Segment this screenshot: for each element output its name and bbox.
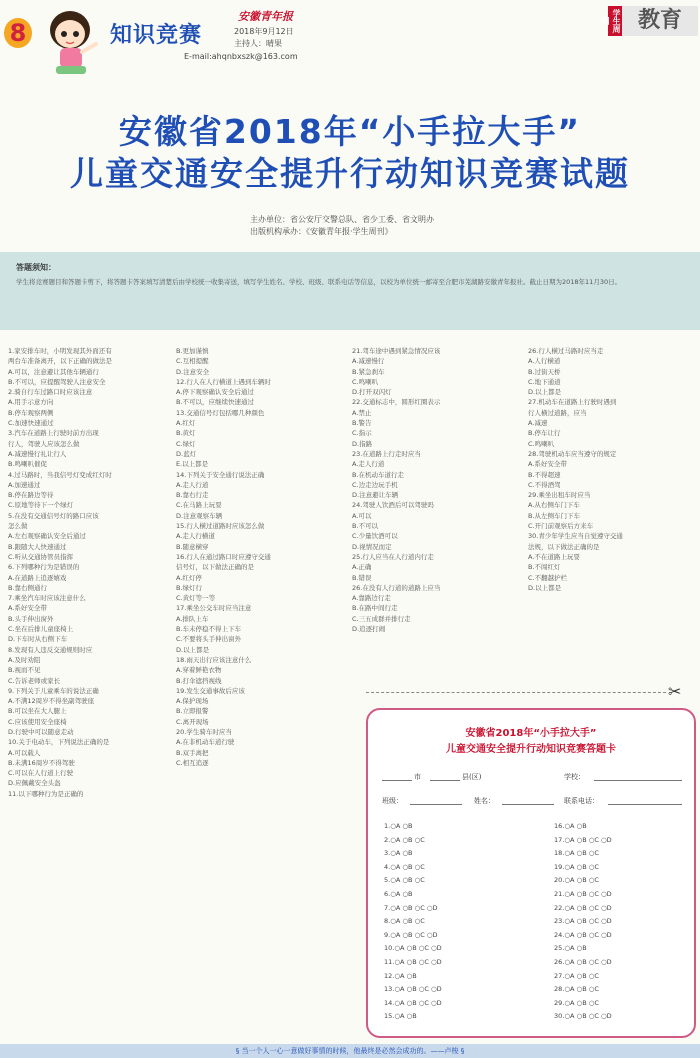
question-line: 11.以下哪种行为是正确的 xyxy=(8,789,84,798)
answer-row[interactable]: 5.○A ○B ○C xyxy=(384,876,425,885)
question-line: 6.下列哪种行为是错误的 xyxy=(8,563,80,572)
answer-row[interactable]: 12.○A ○B xyxy=(384,971,417,980)
question-line: C.绿灯 xyxy=(176,439,196,448)
question-line: A.在道路上追逐嬉戏 xyxy=(8,573,67,582)
question-line: B.在路中间行走 xyxy=(352,604,398,613)
answer-row[interactable]: 18.○A ○B ○C xyxy=(554,849,599,858)
question-line: B.停在路边等待 xyxy=(8,491,54,500)
question-line: D.下车时从右侧下车 xyxy=(8,635,68,644)
question-line: 21.驾车途中遇到紧急情况应该 xyxy=(352,347,441,355)
phone-label: 联系电话： xyxy=(564,797,599,805)
question-line: B.紧急刹车 xyxy=(352,367,385,376)
question-line: B.靠右行走 xyxy=(176,491,209,500)
question-line: 7.乘坐汽车时应该注意什么 xyxy=(8,594,86,603)
question-line: C.不得酒驾 xyxy=(528,480,561,489)
class-field[interactable] xyxy=(410,804,462,805)
question-line: A.系好安全带 xyxy=(528,460,567,469)
answer-row[interactable]: 17.○A ○B ○C ○D xyxy=(554,835,612,844)
question-line: B.靠右侧通行 xyxy=(8,583,48,592)
question-line: A.靠路边行走 xyxy=(352,594,391,603)
question-line: 23.在道路上行走时应当 xyxy=(352,449,421,458)
question-line: D.注意安全 xyxy=(176,367,210,376)
answer-row[interactable]: 19.○A ○B ○C xyxy=(554,862,599,871)
question-line: 29.乘坐出租车时应当 xyxy=(528,491,591,500)
organizer-host: 主办单位：省公安厅交警总队、省少工委、省文明办 xyxy=(250,215,434,224)
question-line: 14.下列关于安全通行说法正确 xyxy=(176,470,265,479)
question-line: A.走人行横道 xyxy=(176,532,215,541)
answer-row[interactable]: 21.○A ○B ○C ○D xyxy=(554,890,612,898)
answer-row[interactable]: 10.○A ○B ○C ○D xyxy=(384,944,442,953)
question-line: 4.过马路时，当我信号灯变成红灯时 xyxy=(8,470,112,479)
question-line: 2.骑自行车过路口时应该注意 xyxy=(8,388,93,397)
question-line: B.不闯红灯 xyxy=(528,563,561,572)
question-line: 16.行人在通过路口时应遵守交通 xyxy=(176,552,271,561)
question-line: A.可以，注意避让其他车辆通行 xyxy=(8,367,99,376)
question-line: D.指路 xyxy=(352,439,373,448)
question-line: B.未满16周岁不得驾驶 xyxy=(8,758,75,767)
answer-card xyxy=(366,708,696,1038)
question-line: C.在马路上玩耍 xyxy=(176,501,222,510)
question-line: A.走人行道 xyxy=(176,480,209,489)
editor-name: 主持人：晴果 xyxy=(234,39,282,48)
question-line: A.加速通过 xyxy=(8,480,41,489)
question-line: A.及时劝阻 xyxy=(8,655,41,664)
question-line: C.黄灯等一等 xyxy=(176,594,216,603)
county-label: 县(区) xyxy=(462,773,482,781)
question-line: 行人横过道路，应当 xyxy=(528,408,587,417)
question-line: 5.在没有交通信号灯的路口应该 xyxy=(8,511,99,520)
answer-row[interactable]: 20.○A ○B ○C xyxy=(554,876,599,885)
question-line: A.人行横道 xyxy=(528,357,561,366)
question-line: A.可以 xyxy=(352,511,372,520)
question-line: C.听从交通协管员指挥 xyxy=(8,552,74,561)
answer-row[interactable]: 3.○A ○B xyxy=(384,849,413,858)
question-line: 26.在没有人行道的道路上应当 xyxy=(352,583,441,592)
question-line: A.减速 xyxy=(528,419,548,428)
question-line: C.指示 xyxy=(352,429,372,438)
question-line: A.红灯停 xyxy=(176,573,202,582)
question-line: 10.关于电动车，下列说法正确的是 xyxy=(8,738,110,747)
question-line: C.鸣喇叭 xyxy=(528,439,555,448)
answer-row[interactable]: 9.○A ○B ○C ○D xyxy=(384,930,438,939)
question-line: B.视而不见 xyxy=(8,666,41,675)
question-line: D.以上都是 xyxy=(528,583,562,592)
question-line: B.头手伸出窗外 xyxy=(8,614,54,623)
notice-body: 学生将竞赛题目和答题卡剪下，将答题卡答案填写清楚后由学校统一收集寄送，填写学生姓名、学校、班级、联系电话等信息，以校为单位统一邮寄至合肥市芜湖路安徽青年报社。截止日期为2018年11月30日。 xyxy=(16,278,622,286)
answer-row[interactable]: 28.○A ○B ○C xyxy=(554,985,599,994)
question-line: B.过街天桥 xyxy=(528,367,561,376)
question-line: A.穿着鲜艳衣物 xyxy=(176,666,222,675)
headline-line-1: 安徽省2018年“小手拉大手” xyxy=(118,112,582,151)
question-line: A.系好安全带 xyxy=(8,604,47,613)
answer-row[interactable]: 6.○A ○B xyxy=(384,890,413,898)
question-line: A.从右侧车门下车 xyxy=(528,501,580,510)
question-line: A.可以载人 xyxy=(8,748,41,757)
question-line: C.边走边玩手机 xyxy=(352,480,398,489)
question-line: B.随意横穿 xyxy=(176,542,209,551)
question-line: A.保护现场 xyxy=(176,697,209,706)
name-field[interactable] xyxy=(502,804,554,805)
question-line: 法规，以下做法正确的是 xyxy=(528,542,600,551)
city-label: 市 xyxy=(414,773,421,781)
question-line: A.减速慢行礼让行人 xyxy=(8,449,67,458)
question-line: B.打伞遮挡视线 xyxy=(176,676,222,685)
school-field[interactable] xyxy=(594,780,682,781)
question-line: B.在机动车道行走 xyxy=(352,470,405,479)
question-line: E.以上都是 xyxy=(176,460,209,469)
answer-row[interactable]: 29.○A ○B ○C xyxy=(554,998,599,1007)
question-line: A.左右观察确认安全后通过 xyxy=(8,532,86,541)
headline-line-2: 儿童交通安全提升行动知识竞赛试题 xyxy=(70,154,630,193)
card-title-1: 安徽省2018年“小手拉大手” xyxy=(465,728,597,739)
question-line: B.不得超速 xyxy=(528,470,561,479)
masthead-logo xyxy=(601,6,698,36)
class-label: 班级： xyxy=(382,797,403,805)
question-line: D.以上都是 xyxy=(528,388,562,397)
question-line: B.不可以，应继续快速通过 xyxy=(176,398,255,407)
question-line: 24.驾驶人饮酒后可以驾驶吗 xyxy=(352,501,434,510)
question-line: 3.汽车在道路上行驶时前方出现 xyxy=(8,429,99,438)
question-line: A.用手示意方向 xyxy=(8,398,54,407)
answer-row[interactable]: 7.○A ○B ○C ○D xyxy=(384,903,438,912)
question-column-3 xyxy=(352,346,520,666)
question-line: C.开门前观察后方来车 xyxy=(528,522,594,531)
page-number: 8 xyxy=(4,18,32,48)
question-line: B.更加谨慎 xyxy=(176,347,209,355)
answer-row[interactable]: 2.○A ○B ○C xyxy=(384,835,425,844)
question-line: A.禁止 xyxy=(352,408,372,417)
question-line: D.以上都是 xyxy=(176,645,210,654)
answer-row[interactable]: 24.○A ○B ○C ○D xyxy=(554,930,612,939)
question-column-2 xyxy=(176,346,344,1036)
footer-quote: § 当一个人一心一意做好事情的时候，他最终是必然会成功的。——卢梭 § xyxy=(0,1044,700,1058)
question-line: D.行驶中可以随意走动 xyxy=(8,727,74,736)
question-line: B.鸣喇叭催促 xyxy=(8,460,48,469)
question-line: C.鸣喇叭 xyxy=(352,377,379,386)
question-line: 28.驾驶机动车应当遵守的规定 xyxy=(528,449,617,458)
question-line: A.正确 xyxy=(352,563,372,572)
question-line: 15.行人横过道路时应该怎么做 xyxy=(176,522,265,531)
question-line: A.减速慢行 xyxy=(352,357,385,366)
question-column-1 xyxy=(8,346,168,1036)
question-line: 8.发现有人违反交通规则时应 xyxy=(8,645,93,654)
question-line: 20.学生骑车时应当 xyxy=(176,727,232,736)
newspaper-brand: 安徽青年报 xyxy=(238,10,293,23)
answer-row[interactable]: 30.○A ○B ○C ○D xyxy=(554,1012,612,1021)
question-line: C.地下通道 xyxy=(528,377,561,386)
question-line: 25.行人应当在人行道内行走 xyxy=(352,552,434,561)
county-line[interactable] xyxy=(430,780,460,781)
answer-row[interactable]: 11.○A ○B ○C ○D xyxy=(384,958,442,966)
question-line: 22.交通标志中，圆形红圈表示 xyxy=(352,398,441,407)
question-line: B.停车让行 xyxy=(528,429,561,438)
question-line: A.停下观察确认安全后通过 xyxy=(176,388,254,397)
question-line: A.不在道路上玩耍 xyxy=(528,552,580,561)
question-line: C.三五成群并排行走 xyxy=(352,614,411,623)
question-line: C.原地等待下一个绿灯 xyxy=(8,501,74,510)
question-line: C.可以在人行道上行驶 xyxy=(8,769,74,778)
question-line: B.停车观察两侧 xyxy=(8,408,54,417)
question-line: 行人，驾驶人应该怎么做 xyxy=(8,439,80,448)
question-line: B.立即报警 xyxy=(176,707,209,716)
question-line: A.在非机动车道行驶 xyxy=(176,738,235,747)
question-line: D.视情况而定 xyxy=(352,542,392,551)
question-line: C.不翻越护栏 xyxy=(528,573,568,582)
masthead-word: 教育 xyxy=(622,6,698,36)
masthead-side-label: 学生周刊 xyxy=(608,6,622,36)
question-line: C.加速快速通过 xyxy=(8,419,54,428)
question-line: C.离开现场 xyxy=(176,717,209,726)
question-line: 9.下列关于儿童乘车的说法正确 xyxy=(8,686,99,695)
answer-row[interactable]: 14.○A ○B ○C ○D xyxy=(384,998,442,1007)
answer-row[interactable]: 26.○A ○B ○C ○D xyxy=(554,958,612,966)
question-line: B.黄灯 xyxy=(176,429,196,438)
cut-line xyxy=(366,692,666,693)
question-line: 1.家安排车时，小明发现其外面还有 xyxy=(8,347,112,355)
question-line: B.跟随大人快速通过 xyxy=(8,542,67,551)
question-line: B.不可以 xyxy=(352,522,379,531)
city-line[interactable] xyxy=(382,780,412,781)
question-line: 30.青少年学生应当自觉遵守交通 xyxy=(528,532,623,541)
question-line: A.红灯 xyxy=(176,419,196,428)
answer-row[interactable]: 27.○A ○B ○C xyxy=(554,971,599,980)
answer-row[interactable]: 15.○A ○B xyxy=(384,1012,417,1021)
question-line: D.追逐打闹 xyxy=(352,625,386,634)
phone-field[interactable] xyxy=(608,804,682,805)
question-line: C.应该使用安全座椅 xyxy=(8,717,67,726)
answer-row[interactable]: 13.○A ○B ○C ○D xyxy=(384,985,442,994)
section-title: 知识竞赛 xyxy=(110,23,203,48)
question-line: 18.雨天出行应该注意什么 xyxy=(176,655,252,664)
question-line: A.不满12周岁不得坐副驾驶座 xyxy=(8,697,95,706)
question-line: B.不可以，应提醒驾驶人注意安全 xyxy=(8,377,106,386)
question-line: 两台车准备离开，以下正确的做法是 xyxy=(8,357,112,366)
name-label: 姓名： xyxy=(474,797,495,805)
question-line: B.从左侧车门下车 xyxy=(528,511,581,520)
question-line: C.坐在后排儿童座椅上 xyxy=(8,625,74,634)
question-line: D.打开双闪灯 xyxy=(352,388,392,397)
question-line: 26.行人横过马路时应当走 xyxy=(528,347,604,355)
question-line: 27.机动车在道路上行驶时遇到 xyxy=(528,398,617,407)
question-line: C.互相提醒 xyxy=(176,357,209,366)
answer-row[interactable]: 22.○A ○B ○C ○D xyxy=(554,903,612,912)
question-line: C.相互追逐 xyxy=(176,758,209,767)
question-line: 19.发生交通事故后应该 xyxy=(176,686,245,695)
organizer-undertaker: 出版机构承办：《安徽青年报·学生周刊》 xyxy=(250,227,393,236)
issue-date: 2018年9月12日 xyxy=(234,27,294,36)
answer-row[interactable]: 8.○A ○B ○C xyxy=(384,917,425,926)
question-line: B.错误 xyxy=(352,573,372,582)
question-line: C.少量饮酒可以 xyxy=(352,532,398,541)
question-line: D.注意避让车辆 xyxy=(352,491,399,500)
school-label: 学校： xyxy=(564,773,585,781)
answer-row[interactable]: 1.○A ○B xyxy=(384,822,413,830)
question-line: B.警告 xyxy=(352,419,372,428)
question-line: 怎么做 xyxy=(8,522,28,531)
answer-row[interactable]: 25.○A ○B xyxy=(554,944,587,953)
scissors-icon: ✂ xyxy=(668,682,682,701)
question-line: B.车未停稳不得上下车 xyxy=(176,625,242,634)
question-line: D.注意观察车辆 xyxy=(176,511,223,520)
answer-row[interactable]: 4.○A ○B ○C xyxy=(384,862,425,871)
cartoon-girl-mascot xyxy=(34,4,114,78)
question-line: 17.乘坐公交车时应当注意 xyxy=(176,604,252,613)
answer-row[interactable]: 23.○A ○B ○C ○D xyxy=(554,917,612,926)
question-line: A.走人行道 xyxy=(352,460,385,469)
question-line: 13.交通信号灯包括哪几种颜色 xyxy=(176,408,265,417)
notice-title: 答题须知： xyxy=(16,263,56,272)
answer-notice xyxy=(0,252,700,330)
contact-email: E-mail:ahqnbxszk@163.com xyxy=(184,52,298,61)
question-line: D.应佩戴安全头盔 xyxy=(8,779,61,788)
question-line: B.双手离把 xyxy=(176,748,209,757)
card-title-2: 儿童交通安全提升行动知识竞赛答题卡 xyxy=(446,744,616,755)
question-column-4 xyxy=(528,346,694,666)
answer-row[interactable]: 16.○A ○B xyxy=(554,822,587,830)
question-line: 信号灯，以下做法正确的是 xyxy=(176,563,254,572)
question-line: D.蓝灯 xyxy=(176,449,197,458)
question-line: C.告诉老师或家长 xyxy=(8,676,61,685)
question-line: A.排队上车 xyxy=(176,614,209,623)
question-line: B.可以坐在大人腿上 xyxy=(8,707,67,716)
question-line: B.绿灯行 xyxy=(176,583,203,592)
question-line: 12.行人在人行横道上遇到车辆时 xyxy=(176,377,271,386)
question-line: C.不要将头手伸出窗外 xyxy=(176,635,242,644)
